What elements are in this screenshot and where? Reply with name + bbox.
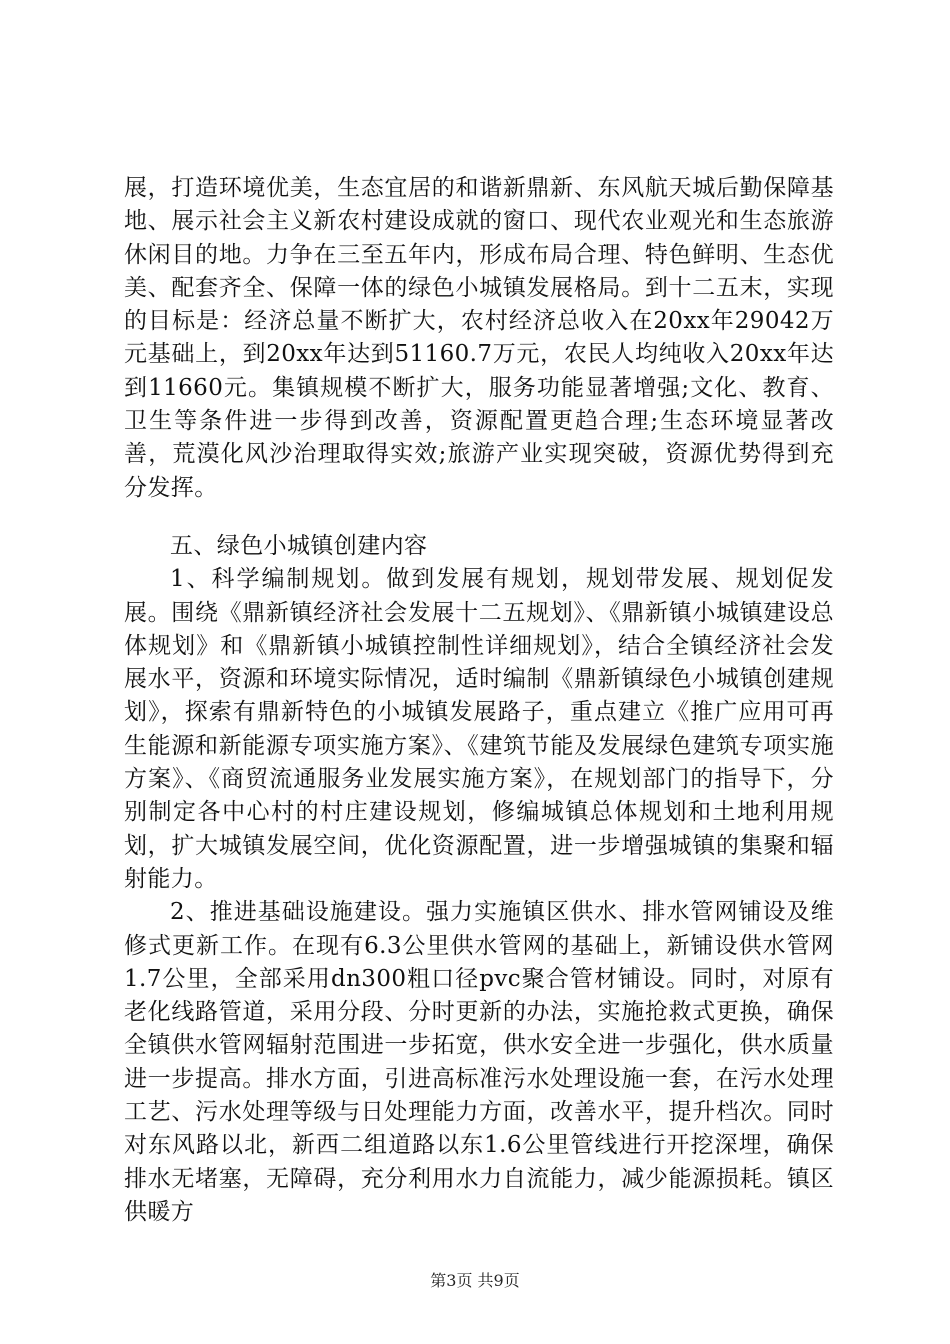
- section-heading: 五、绿色小城镇创建内容: [170, 532, 428, 559]
- paragraph-planning: 1、科学编制规划。做到发展有规划，规划带发展、规划促发展。围绕《鼎新镇经济社会发展十二五规划》、《鼎新镇小城镇建设总体规划》和《鼎新镇小城镇控制性详细规划》，结合全镇经济社会发展水平，资源和环境实际情况，适时编制《鼎新镇绿色小城镇创建规划》，探索有鼎新特色的小城镇发展路子，重点建立《推广应用可再生能源和新能源专项实施方案》、《建筑节能及发展绿色建筑专项实施方案》、《商贸流通服务业发展实施方案》，在规划部门的指导下，分别制定各中心村的村庄建设规划，修编城镇总体规划和土地利用规划，扩大城镇发展空间，优化资源配置，进一步增强城镇的集聚和辐射能力。: [124, 566, 834, 892]
- paragraph-infrastructure: 2、推进基础设施建设。强力实施镇区供水、排水管网铺设及维修式更新工作。在现有6.3公里供水管网的基础上，新铺设供水管网1.7公里，全部采用dn300粗口径pvc聚合管材铺设。同时，对原有老化线路管道，采用分段、分时更新的办法，实施抢救式更换，确保全镇供水管网辐射范围进一步拓宽，供水安全进一步强化，供水质量进一步提高。排水方面，引进高标准污水处理设施一套，在污水处理工艺、污水处理等级与日处理能力方面，改善水平，提升档次。同时对东风路以北，新西二组道路以东1.6公里管线进行开挖深埋，确保排水无堵塞，无障碍，充分利用水力自流能力，减少能源损耗。镇区供暖方: [124, 899, 834, 1225]
- paragraph-goals: 展，打造环境优美，生态宜居的和谐新鼎新、东风航天城后勤保障基地、展示社会主义新农村建设成就的窗口、现代农业观光和生态旅游休闲目的地。力争在三至五年内，形成布局合理、特色鲜明、生态优美、配套齐全、保障一体的绿色小城镇发展格局。到十二五末，实现的目标是：经济总量不断扩大，农村经济总收入在20xx年29042万元基础上，到20xx年达到51160.7万元，农民人均纯收入20xx年达到11660元。集镇规模不断扩大，服务功能显著增强;文化、教育、卫生等条件进一步得到改善，资源配置更趋合理;生态环境显著改善，荒漠化风沙治理取得实效;旅游产业实现突破，资源优势得到充分发挥。: [124, 175, 834, 501]
- paragraph-gap: [124, 505, 834, 530]
- document-body: [124, 172, 834, 1229]
- page-footer: 第3页 共9页: [430, 1271, 520, 1290]
